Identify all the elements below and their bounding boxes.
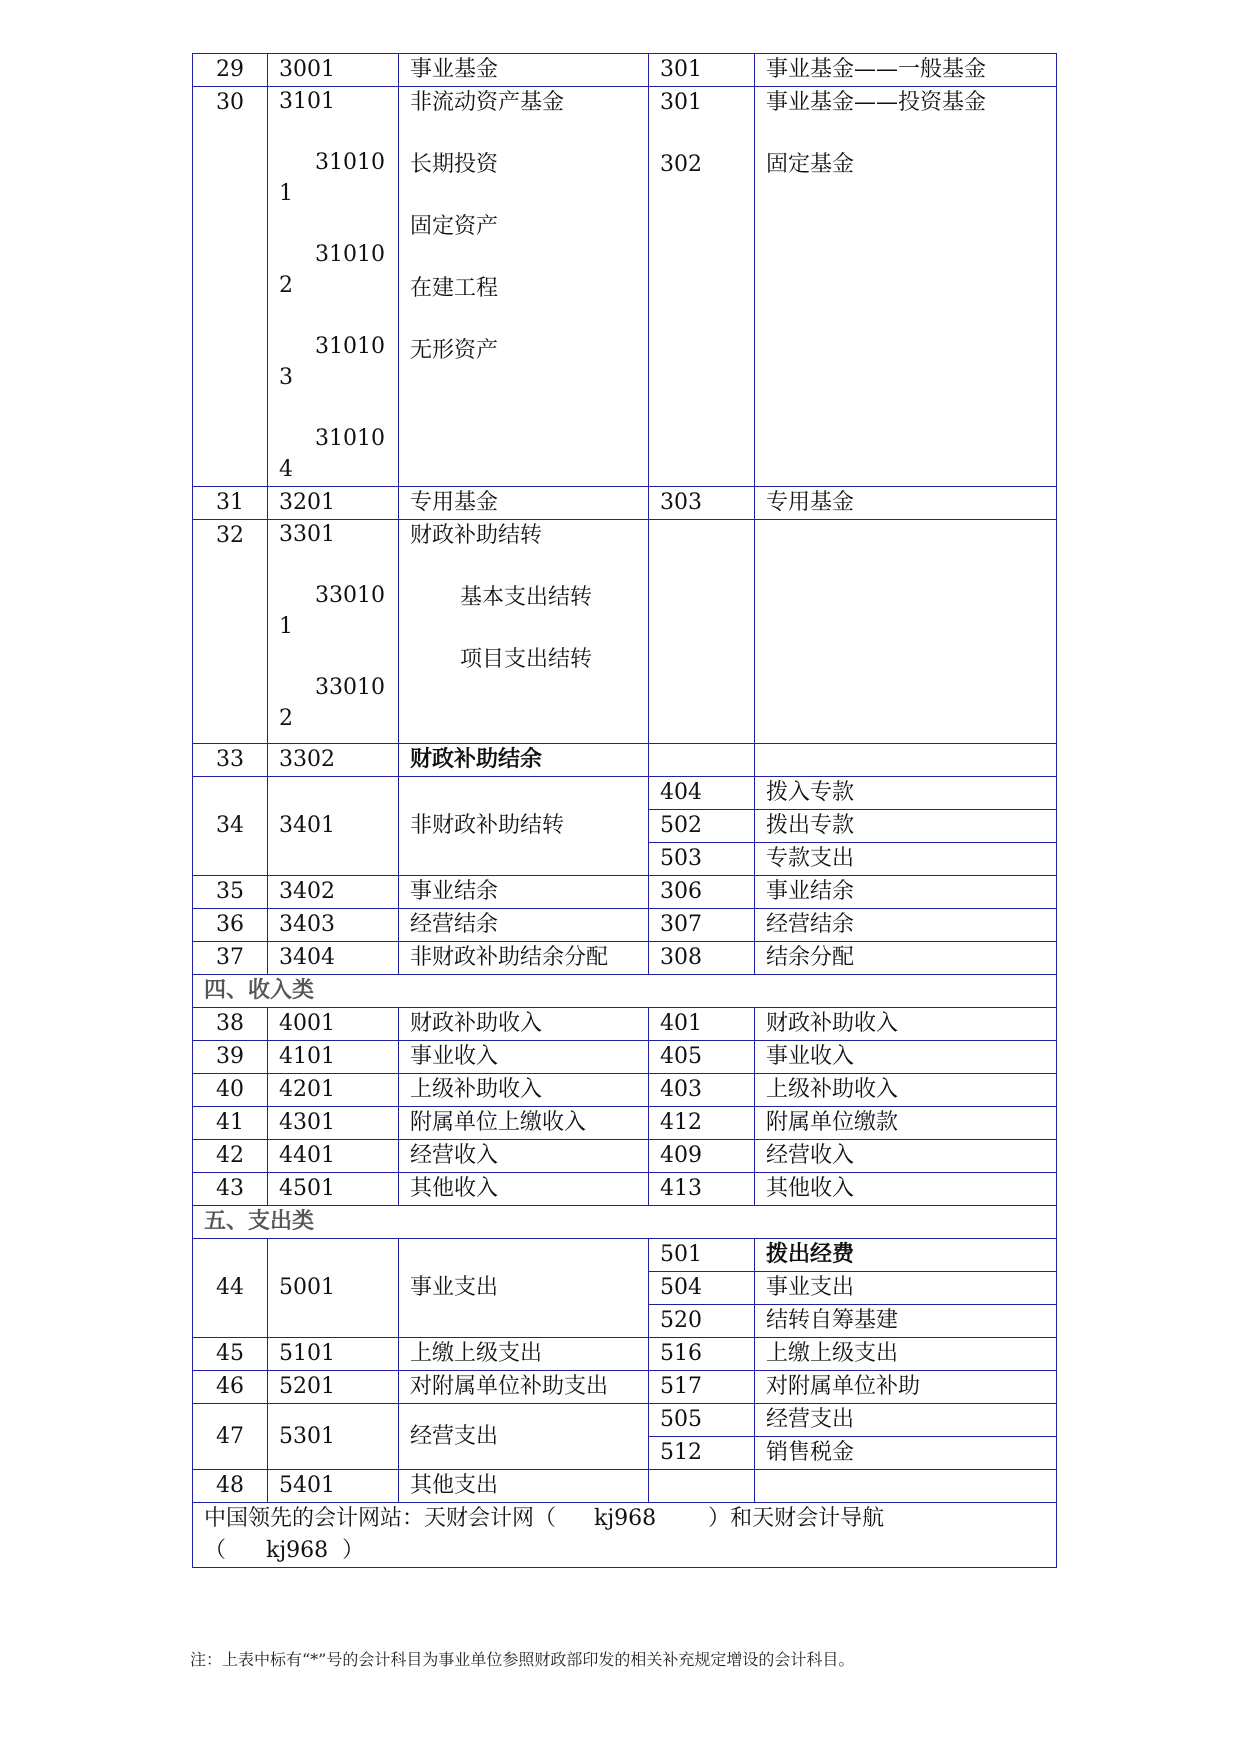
sub-account-code: 31010 [315, 426, 385, 451]
new-account-code: 3001 [268, 54, 399, 87]
new-account-name: 非流动资产基金 [410, 90, 565, 115]
new-account-code: 4401 [268, 1140, 399, 1173]
row-number: 33 [193, 744, 268, 777]
table-row [193, 909, 1057, 942]
new-account-code: 5301 [268, 1404, 399, 1470]
footer-line1-a: 中国领先的会计网站：天财会计网（ [204, 1506, 557, 1531]
old-account-code: 404 [649, 777, 755, 810]
old-account-name: 固定基金 [766, 152, 855, 177]
sub-account-code-wrap: 2 [279, 706, 293, 731]
table-row [193, 1008, 1057, 1041]
old-account-code: 516 [649, 1338, 755, 1371]
new-account-name-cell [399, 87, 649, 487]
new-account-name: 事业结余 [399, 876, 649, 909]
sub-account-name: 在建工程 [410, 276, 499, 301]
row-number: 34 [193, 777, 268, 876]
old-account-name: 事业结余 [755, 876, 1057, 909]
old-account-name: 拨出经费 [755, 1239, 1057, 1272]
new-account-name: 经营支出 [399, 1404, 649, 1470]
new-account-code: 3404 [268, 942, 399, 975]
row-number: 39 [193, 1041, 268, 1074]
old-account-name: 其他收入 [755, 1173, 1057, 1206]
section-header-row [193, 975, 1057, 1008]
old-account-name: 专用基金 [755, 487, 1057, 520]
new-account-code: 4001 [268, 1008, 399, 1041]
old-account-code: 505 [649, 1404, 755, 1437]
old-account-code [649, 1470, 755, 1503]
sub-account-code: 31010 [315, 334, 385, 359]
sub-account-code-wrap: 2 [279, 273, 293, 298]
row-number: 32 [193, 520, 268, 744]
new-account-name: 财政补助结余 [399, 744, 649, 777]
old-account-code: 412 [649, 1107, 755, 1140]
old-account-name: 上缴上级支出 [755, 1338, 1057, 1371]
new-account-code: 4201 [268, 1074, 399, 1107]
new-account-code: 5001 [268, 1239, 399, 1338]
row-number: 38 [193, 1008, 268, 1041]
old-account-code: 503 [649, 843, 755, 876]
old-account-name: 上级补助收入 [755, 1074, 1057, 1107]
old-account-code: 308 [649, 942, 755, 975]
table-row [193, 1140, 1057, 1173]
sub-account-name: 固定资产 [410, 214, 499, 239]
old-account-name: 附属单位缴款 [755, 1107, 1057, 1140]
row-number: 30 [193, 87, 268, 487]
table-row [193, 1239, 1057, 1272]
new-account-code-cell [268, 520, 399, 744]
old-account-code: 520 [649, 1305, 755, 1338]
old-account-code: 501 [649, 1239, 755, 1272]
new-account-code-cell [268, 87, 399, 487]
old-account-code: 517 [649, 1371, 755, 1404]
old-account-name [755, 1470, 1057, 1503]
new-account-name: 财政补助收入 [399, 1008, 649, 1041]
row-number: 31 [193, 487, 268, 520]
table-row [193, 1041, 1057, 1074]
footer-link-2[interactable]: kj968 [266, 1538, 329, 1563]
sub-account-name: 长期投资 [410, 152, 499, 177]
row-number: 40 [193, 1074, 268, 1107]
new-account-name: 其他支出 [399, 1470, 649, 1503]
old-account-name: 财政补助收入 [755, 1008, 1057, 1041]
table-row [193, 777, 1057, 810]
new-account-name-cell [399, 520, 649, 744]
new-account-name: 附属单位上缴收入 [399, 1107, 649, 1140]
row-number: 46 [193, 1371, 268, 1404]
old-account-code [649, 744, 755, 777]
old-account-name: 专款支出 [755, 843, 1057, 876]
table-row [193, 1338, 1057, 1371]
old-account-name: 经营收入 [755, 1140, 1057, 1173]
old-account-name [755, 744, 1057, 777]
sub-account-name: 基本支出结转 [460, 585, 593, 610]
sub-account-code-wrap: 1 [279, 614, 293, 639]
old-account-name: 事业基金——一般基金 [755, 54, 1057, 87]
row-number: 37 [193, 942, 268, 975]
new-account-code: 5101 [268, 1338, 399, 1371]
sub-account-code: 31010 [315, 242, 385, 267]
new-account-code: 4301 [268, 1107, 399, 1140]
old-account-code-cell [649, 87, 755, 487]
new-account-name: 经营结余 [399, 909, 649, 942]
table-row [193, 1173, 1057, 1206]
table-row [193, 487, 1057, 520]
old-account-code: 306 [649, 876, 755, 909]
new-account-code: 3302 [268, 744, 399, 777]
table-row [193, 1371, 1057, 1404]
old-account-code [649, 520, 755, 744]
row-number: 48 [193, 1470, 268, 1503]
section-header: 五、支出类 [193, 1206, 1057, 1239]
old-account-code: 512 [649, 1437, 755, 1470]
table-row [193, 520, 1057, 744]
sub-account-code-wrap: 1 [279, 181, 293, 206]
table-row [193, 54, 1057, 87]
old-account-name: 事业收入 [755, 1041, 1057, 1074]
new-account-code: 5401 [268, 1470, 399, 1503]
sub-account-name: 项目支出结转 [460, 647, 593, 672]
old-account-code: 301 [649, 54, 755, 87]
old-account-name: 事业支出 [755, 1272, 1057, 1305]
row-number: 43 [193, 1173, 268, 1206]
old-account-code: 401 [649, 1008, 755, 1041]
old-account-name: 对附属单位补助 [755, 1371, 1057, 1404]
old-account-code: 301 [660, 90, 702, 115]
new-account-code: 3301 [279, 522, 335, 547]
footer-line2-c: ） [342, 1538, 365, 1563]
section-header: 四、收入类 [193, 975, 1057, 1008]
account-mapping-table [192, 53, 1057, 1568]
old-account-code: 302 [660, 152, 702, 177]
row-number: 44 [193, 1239, 268, 1338]
old-account-code: 413 [649, 1173, 755, 1206]
old-account-code: 502 [649, 810, 755, 843]
new-account-name: 非财政补助结余分配 [399, 942, 649, 975]
row-number: 42 [193, 1140, 268, 1173]
old-account-name: 经营支出 [755, 1404, 1057, 1437]
old-account-code: 303 [649, 487, 755, 520]
new-account-name: 事业收入 [399, 1041, 649, 1074]
new-account-code: 4101 [268, 1041, 399, 1074]
new-account-name: 其他收入 [399, 1173, 649, 1206]
old-account-code: 405 [649, 1041, 755, 1074]
new-account-code: 3101 [279, 89, 335, 114]
table-row [193, 1074, 1057, 1107]
footer-row [193, 1503, 1057, 1568]
new-account-code: 5201 [268, 1371, 399, 1404]
sub-account-code: 33010 [315, 675, 385, 700]
footer-line1-c: ）和天财会计导航 [708, 1506, 885, 1531]
new-account-code: 3401 [268, 777, 399, 876]
row-number: 29 [193, 54, 268, 87]
row-number: 45 [193, 1338, 268, 1371]
row-number: 35 [193, 876, 268, 909]
sub-account-code-wrap: 3 [279, 365, 293, 390]
table-row [193, 1470, 1057, 1503]
old-account-name: 事业基金——投资基金 [766, 90, 987, 115]
section-header-row [193, 1206, 1057, 1239]
new-account-name: 事业支出 [399, 1239, 649, 1338]
row-number: 36 [193, 909, 268, 942]
new-account-name: 上级补助收入 [399, 1074, 649, 1107]
old-account-name: 结余分配 [755, 942, 1057, 975]
new-account-name: 专用基金 [399, 487, 649, 520]
new-account-name: 对附属单位补助支出 [399, 1371, 649, 1404]
old-account-name-cell [755, 87, 1057, 487]
table-row [193, 876, 1057, 909]
sub-account-code: 33010 [315, 583, 385, 608]
new-account-code: 4501 [268, 1173, 399, 1206]
new-account-name: 财政补助结转 [410, 523, 543, 548]
old-account-code: 409 [649, 1140, 755, 1173]
table-row [193, 744, 1057, 777]
new-account-name: 经营收入 [399, 1140, 649, 1173]
table-note: 注：上表中标有“*”号的会计科目为事业单位参照财政部印发的相关补充规定增设的会计科目。 [190, 1650, 855, 1669]
sub-account-code-wrap: 4 [279, 457, 293, 482]
old-account-name [755, 520, 1057, 744]
table-row [193, 1107, 1057, 1140]
new-account-code: 3201 [268, 487, 399, 520]
old-account-name: 销售税金 [755, 1437, 1057, 1470]
table-row [193, 1404, 1057, 1437]
footer-line2-a: （ [204, 1538, 227, 1563]
old-account-name: 结转自筹基建 [755, 1305, 1057, 1338]
old-account-name: 拨入专款 [755, 777, 1057, 810]
footer-text [193, 1503, 1057, 1568]
row-number: 47 [193, 1404, 268, 1470]
old-account-name: 经营结余 [755, 909, 1057, 942]
sub-account-name: 无形资产 [410, 338, 499, 363]
old-account-code: 403 [649, 1074, 755, 1107]
new-account-code: 3402 [268, 876, 399, 909]
new-account-name: 事业基金 [399, 54, 649, 87]
new-account-name: 非财政补助结转 [399, 777, 649, 876]
table-row [193, 87, 1057, 487]
row-number: 41 [193, 1107, 268, 1140]
footer-link-1[interactable]: kj968 [594, 1506, 657, 1531]
old-account-name: 拨出专款 [755, 810, 1057, 843]
sub-account-code: 31010 [315, 150, 385, 175]
table-row [193, 942, 1057, 975]
new-account-code: 3403 [268, 909, 399, 942]
old-account-code: 504 [649, 1272, 755, 1305]
new-account-name: 上缴上级支出 [399, 1338, 649, 1371]
old-account-code: 307 [649, 909, 755, 942]
